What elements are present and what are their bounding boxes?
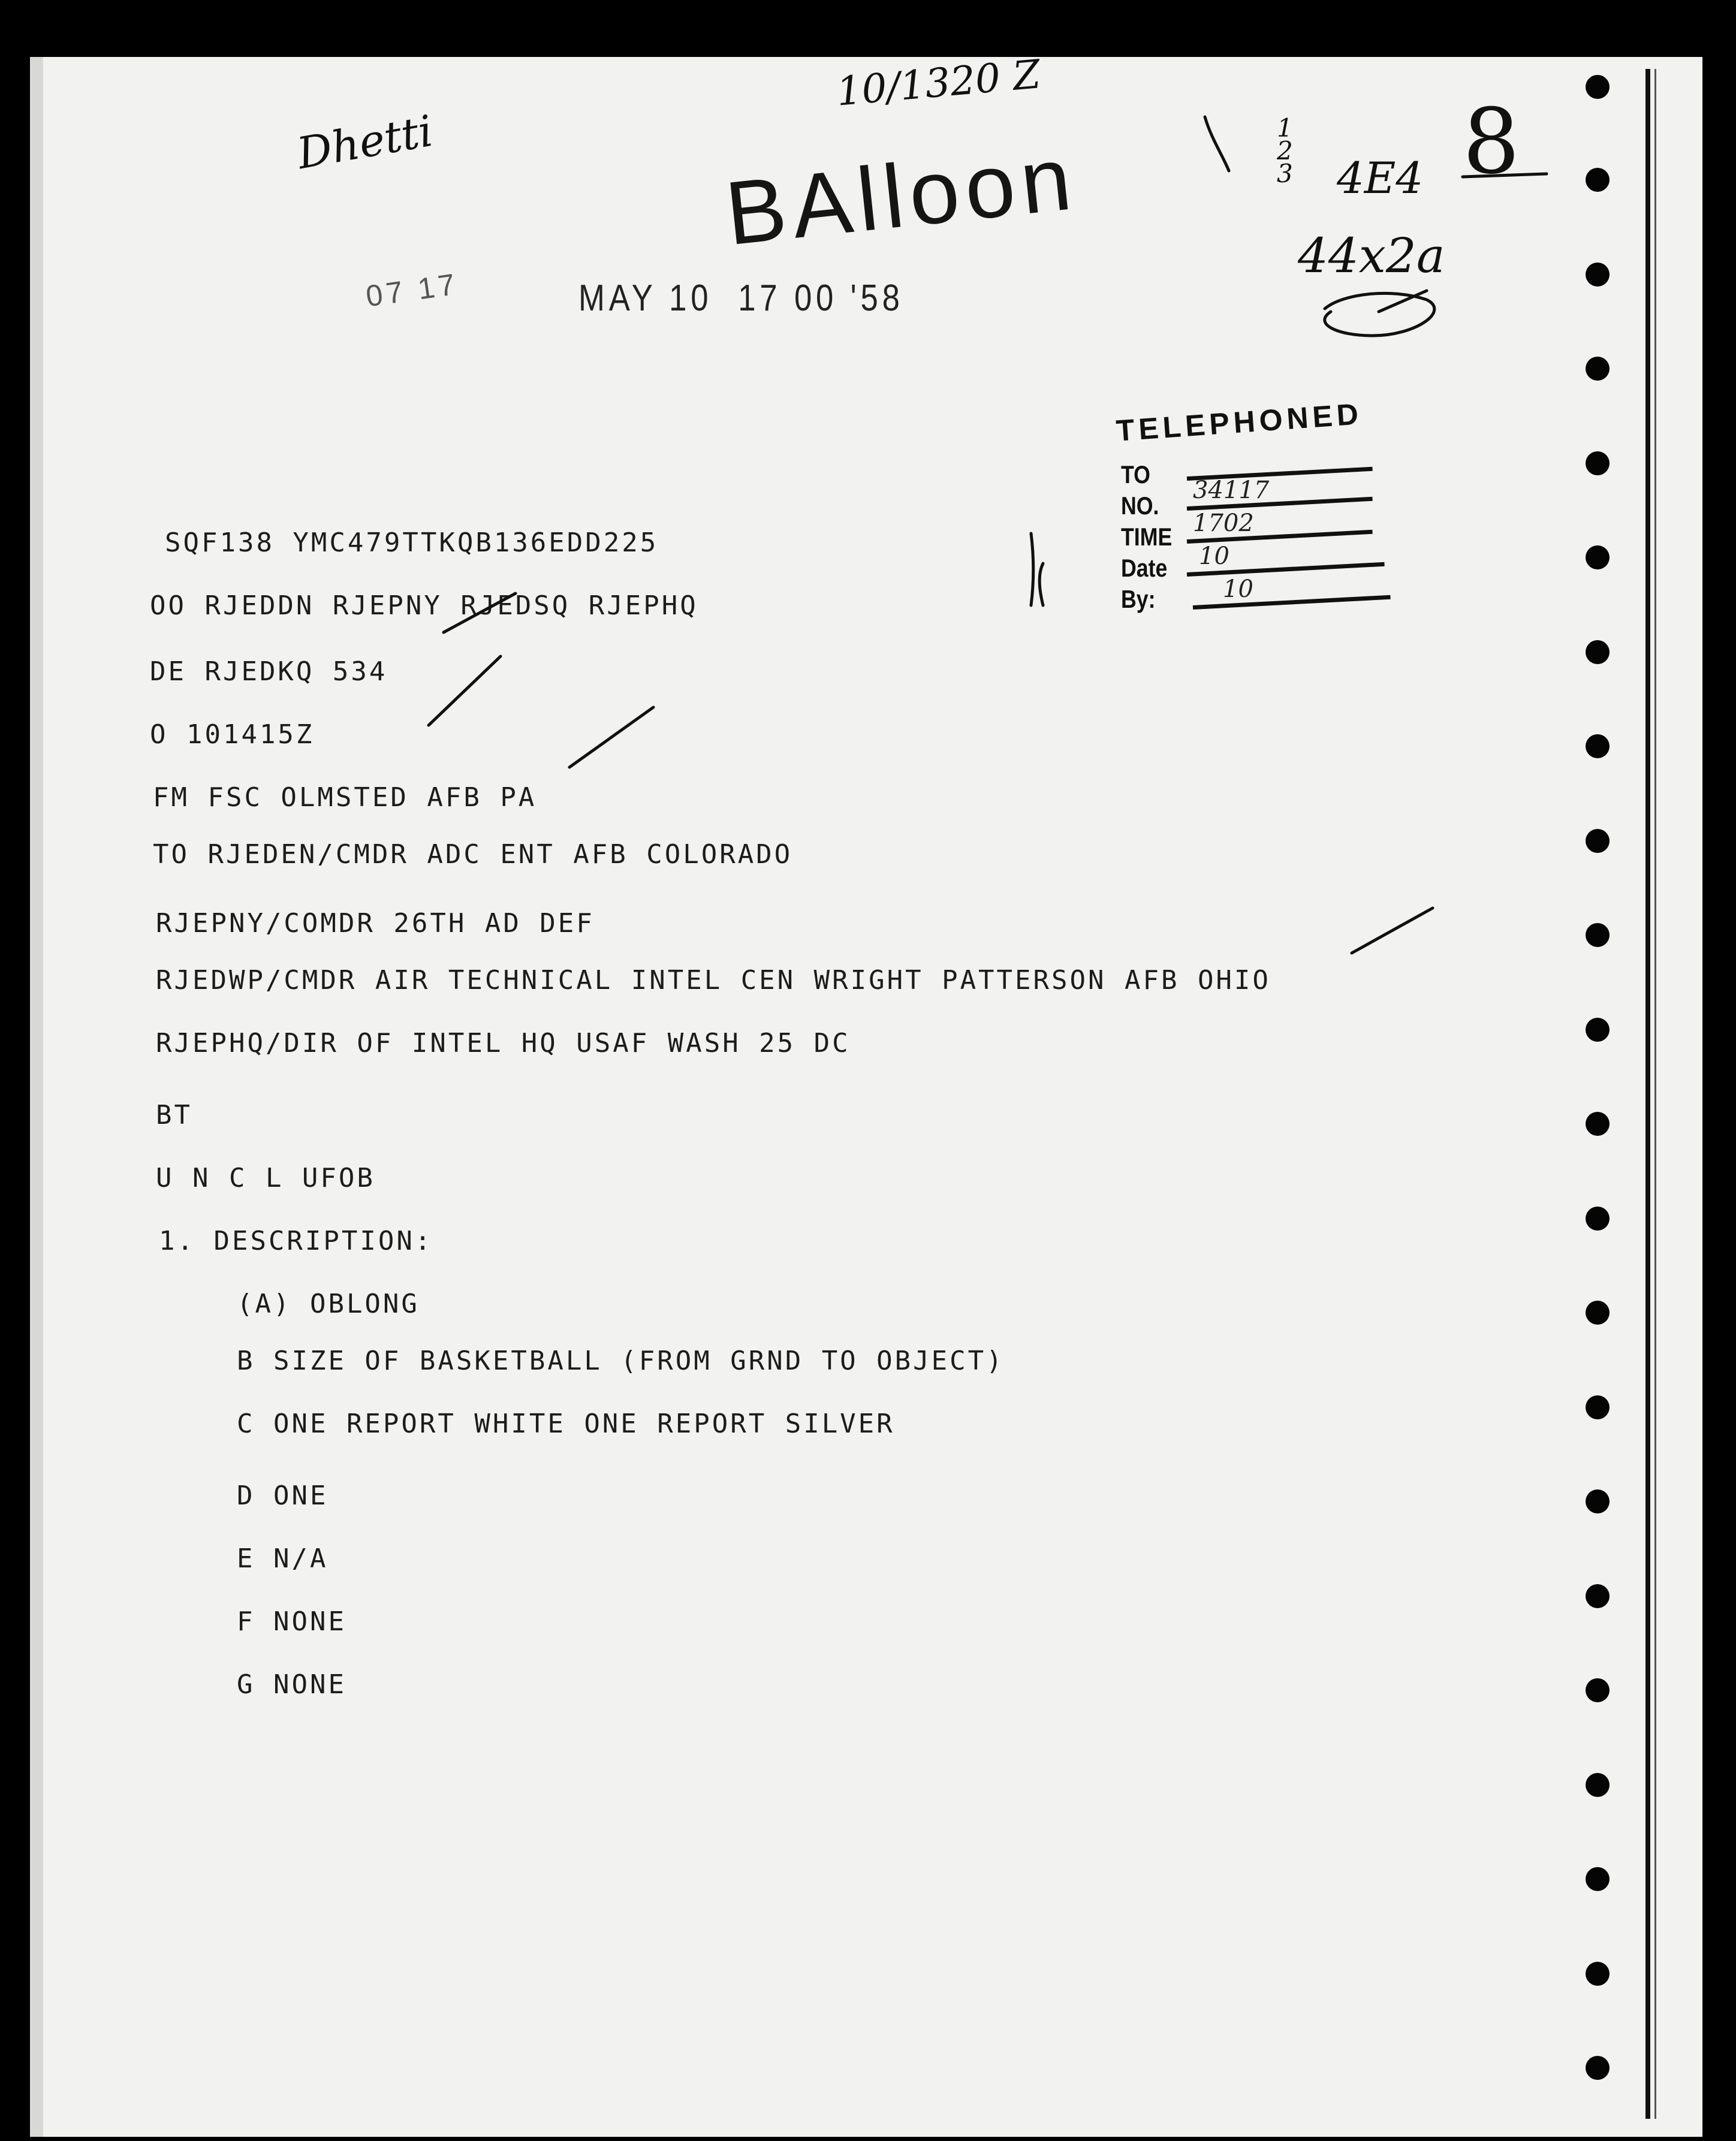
telephoned-to-label: TO xyxy=(1121,460,1150,488)
telephoned-no-value: 34117 xyxy=(1193,477,1270,504)
pen-scribble xyxy=(1031,533,1043,605)
handwritten-signature-scribble xyxy=(1325,291,1434,336)
pen-tick-mark xyxy=(444,593,516,632)
pen-scribble xyxy=(1205,117,1229,171)
telephoned-date-label: Date xyxy=(1121,554,1168,582)
classification-line: U N C L UFOB xyxy=(156,1163,375,1193)
precedence-line: OO RJEDDN RJEPNY RJEDSQ RJEPHQ xyxy=(150,590,698,621)
telephoned-date-value: 10 xyxy=(1199,542,1229,570)
pen-tick-mark xyxy=(429,656,501,725)
to-line: RJEDWP/CMDR AIR TECHNICAL INTEL CEN WRIGHT PATTERSON AFB OHIO xyxy=(156,965,1271,996)
telephoned-time-label: TIME xyxy=(1121,523,1173,551)
routing-line: SQF138 YMC479TTKQB136EDD225 xyxy=(165,527,659,558)
telephoned-by-label: By: xyxy=(1121,585,1156,613)
handwritten-brace: 1 2 3 xyxy=(1277,113,1293,188)
handwritten-ref-number: 8 xyxy=(1463,90,1520,194)
telephoned-title: TELEPHONED xyxy=(1115,397,1364,448)
handwritten-title: BAlloon xyxy=(721,126,1082,264)
telephoned-time-value: 1702 xyxy=(1193,509,1254,537)
description-item: E N/A xyxy=(237,1543,328,1574)
description-item: (A) OBLONG xyxy=(237,1289,420,1319)
to-line: RJEPHQ/DIR OF INTEL HQ USAF WASH 25 DC xyxy=(156,1028,851,1059)
dtg-line: O 101415Z xyxy=(150,719,315,750)
handwritten-initials: Dhetti xyxy=(293,105,437,179)
description-item: C ONE REPORT WHITE ONE REPORT SILVER xyxy=(237,1409,895,1439)
section-heading: 1. DESCRIPTION: xyxy=(159,1226,433,1256)
description-item: B SIZE OF BASKETBALL (FROM GRND TO OBJECT) xyxy=(237,1346,1005,1376)
pen-tick-mark xyxy=(1352,908,1433,953)
telephoned-no-label: NO. xyxy=(1121,491,1159,520)
handwritten-time: 10/1320 Z xyxy=(834,51,1042,115)
from-line: FM FSC OLMSTED AFB PA xyxy=(153,782,537,813)
pen-tick-mark xyxy=(569,707,653,767)
handwritten-ref-line2: 44x2a xyxy=(1298,228,1445,284)
telephoned-by-value: 10 xyxy=(1223,575,1253,603)
received-date-stamp: MAY 10 17 00 '58 xyxy=(578,278,904,319)
to-line: TO RJEDEN/CMDR ADC ENT AFB COLORADO xyxy=(153,839,793,870)
handwritten-ref-code: 4E4 xyxy=(1337,153,1424,203)
de-line: DE RJEDKQ 534 xyxy=(150,656,388,687)
received-stamp-left: 07 17 xyxy=(363,267,461,313)
to-line: RJEPNY/COMDR 26TH AD DEF xyxy=(156,908,595,939)
description-item: G NONE xyxy=(237,1669,346,1700)
description-item: F NONE xyxy=(237,1606,346,1637)
pen-underline xyxy=(1463,174,1547,177)
bt-line: BT xyxy=(156,1100,192,1130)
description-item: D ONE xyxy=(237,1480,328,1511)
